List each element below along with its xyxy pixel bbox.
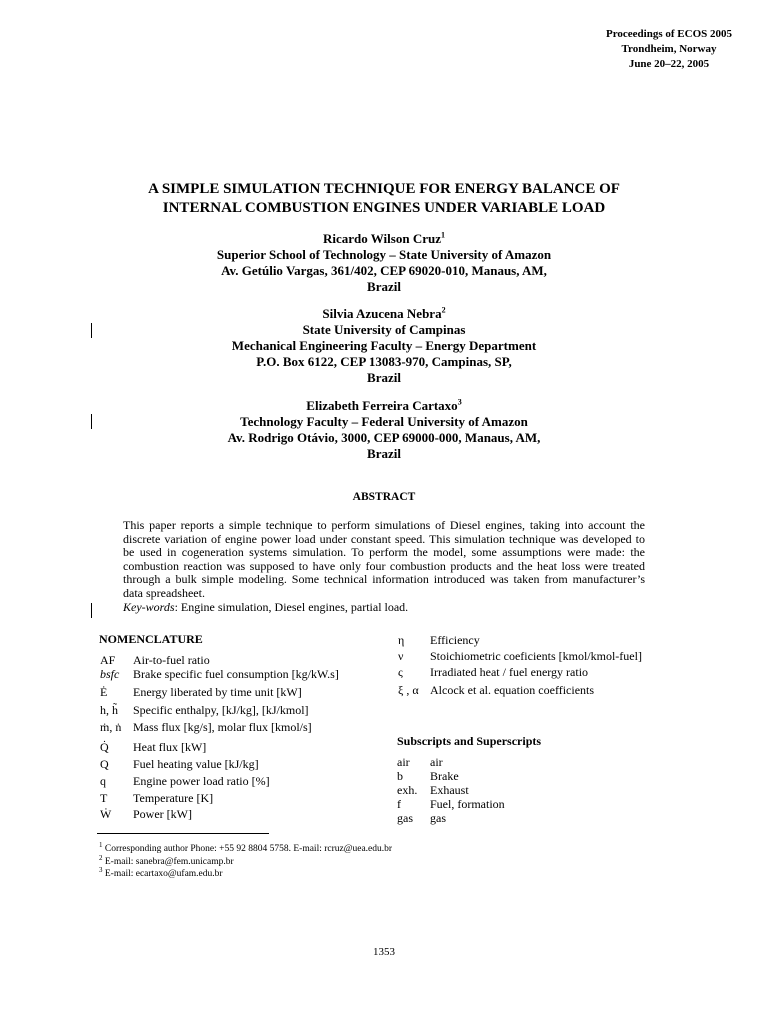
subscript-description: Fuel, formation (430, 797, 505, 811)
nomenclature-row (100, 791, 400, 805)
nomenclature-description: Brake specific fuel consumption [kg/kW.s] (133, 667, 339, 681)
author-name: Elizabeth Ferreira Cartaxo$^3$ (306, 397, 462, 413)
revision-bar (91, 603, 92, 618)
author-block-2 (0, 306, 768, 386)
author-affiliation: Superior School of Technology – State University of Amazon (216, 247, 552, 262)
author-affiliation: Technology Faculty – Federal University of Amazon (240, 414, 528, 429)
nomenclature-symbol: q (100, 774, 106, 788)
proceedings-date: June 20–22, 2005 (628, 58, 710, 70)
author-name: Silvia Azucena Nebra$^2$ (322, 305, 446, 321)
footnote-number: 2 (99, 854, 103, 862)
author-country: Brazil (367, 370, 401, 385)
subscript-description: Brake (430, 769, 459, 783)
greek-symbol-row (398, 649, 718, 663)
keywords-comma: , (344, 599, 348, 614)
proceedings-name: Proceedings of ECOS 2005 (606, 28, 732, 40)
nomenclature-description: Specific enthalpy, [kJ/kg], [kJ/kmol] (133, 703, 309, 717)
nomenclature-symbol: bsfc (100, 667, 120, 681)
nomenclature-description: Fuel heating value [kJ/kg] (133, 757, 259, 771)
revision-bar (91, 414, 92, 429)
footnote (99, 865, 223, 880)
nomenclature-row (100, 667, 400, 681)
greek-description: Alcock et al. equation coefficients (430, 683, 595, 697)
greek-description: Efficiency (430, 633, 480, 647)
nomenclature-symbol: Q (100, 757, 109, 771)
author-affiliation: State University of Campinas (302, 322, 466, 337)
paper-title (0, 180, 768, 218)
abstract-heading: ABSTRACT (352, 491, 416, 503)
nomenclature-description: Power [kW] (133, 807, 192, 821)
greek-symbol: ν (398, 649, 404, 663)
author-country: Brazil (367, 446, 401, 461)
greek-description: Stoichiometric coeficients [kmol/kmol-fuel] (430, 649, 642, 663)
nomenclature-description: Energy liberated by time unit [kW] (133, 685, 302, 699)
proceedings-header (606, 27, 732, 72)
keywords-text-1: : Engine simulation, Diesel engines (174, 599, 345, 614)
author-address: Av. Getúlio Vargas, 361/402, CEP 69020-010, Manaus, AM, (221, 263, 547, 278)
footnote-number: 3 (99, 866, 103, 874)
nomenclature-symbol: Ė (100, 685, 108, 699)
subscript-row (397, 783, 697, 797)
nomenclature-description: Air-to-fuel ratio (133, 653, 210, 667)
nomenclature-description: Heat flux [kW] (133, 740, 207, 754)
greek-symbol: η (398, 633, 405, 647)
author-affil-marker: 3 (457, 397, 462, 407)
nomenclature-description: Engine power load ratio [%] (133, 774, 270, 788)
greek-symbol: ς (398, 665, 403, 679)
subscript-row (397, 755, 697, 769)
footnote-text: E-mail: sanebra@fem.unicamp.br (104, 857, 234, 868)
nomenclature-row (100, 703, 400, 717)
greek-symbol-row (398, 633, 718, 647)
nomenclature-row (100, 807, 400, 821)
nomenclature-row (100, 653, 400, 667)
footnote-number: 1 (99, 841, 103, 849)
greek-symbol: ξ , α (398, 683, 419, 697)
author-affil-marker: 2 (441, 305, 446, 315)
footnote-text: E-mail: ecartaxo@ufam.edu.br (104, 869, 223, 880)
subscript-description: Exhaust (430, 783, 469, 797)
subscript-symbol: b (397, 769, 403, 783)
nomenclature-heading: NOMENCLATURE (99, 632, 203, 646)
subscript-symbol: exh. (397, 783, 418, 797)
greek-symbol-row (398, 665, 718, 679)
abstract-body (123, 519, 645, 614)
subscript-row (397, 797, 697, 811)
footnote-text: Corresponding author Phone: +55 92 8804 5758. E-mail: rcruz@uea.edu.br (104, 844, 393, 855)
author-address: P.O. Box 6122, CEP 13083-970, Campinas, SP, (256, 354, 512, 369)
greek-description: Irradiated heat / fuel energy ratio (430, 665, 589, 679)
subscript-symbol: gas (397, 811, 413, 825)
nomenclature-row (100, 685, 400, 699)
author-affil-marker: 1 (440, 230, 445, 240)
revision-bar (91, 323, 92, 338)
author-block-3 (0, 398, 768, 462)
author-department: Mechanical Engineering Faculty – Energy Department (231, 338, 537, 353)
keywords-text-2: partial load. (347, 599, 409, 614)
nomenclature-row (100, 757, 400, 771)
nomenclature-symbol: Ẇ (100, 807, 112, 821)
nomenclature-symbol: Q̇ (100, 740, 109, 754)
subscripts-heading: Subscripts and Superscripts (397, 734, 542, 748)
abstract-text: This paper reports a simple technique to perform simulations of Diesel engines, taking into account the discrete variation of engine power load under constant speed. This simulation technique was developed to be used in cogeneration systems simulation. To perform the model, some assumptions were made: the combustion reaction was supposed to have only four combustion products and the heat loss were treated through a bulk simple modeling. Some technical information introduced was taken from manufacturer’s data spreadsheet. (123, 518, 645, 600)
author-name: Ricardo Wilson Cruz$^1$ (323, 230, 445, 246)
nomenclature-symbol: ṁ, ṅ (100, 720, 122, 734)
subscript-description: gas (430, 811, 446, 825)
subscript-symbol: air (397, 755, 410, 769)
nomenclature-symbol: T (100, 791, 108, 805)
subscript-description: air (430, 755, 443, 769)
title-line-1: A SIMPLE SIMULATION TECHNIQUE FOR ENERGY BALANCE OF (148, 181, 620, 197)
proceedings-location: Trondheim, Norway (621, 43, 717, 55)
nomenclature-symbol: h, h̃ (100, 703, 118, 717)
footnote-separator (97, 833, 269, 834)
subscript-symbol: f (397, 797, 401, 811)
author-block-1 (0, 231, 768, 295)
title-line-2: INTERNAL COMBUSTION ENGINES UNDER VARIABLE LOAD (162, 200, 606, 216)
nomenclature-row (100, 774, 400, 788)
nomenclature-row (100, 720, 400, 734)
nomenclature-row (100, 740, 400, 754)
nomenclature-symbol: AF (100, 653, 116, 667)
author-address: Av. Rodrigo Otávio, 3000, CEP 69000-000, Manaus, AM, (227, 430, 541, 445)
nomenclature-description: Temperature [K] (133, 791, 214, 805)
subscript-row (397, 769, 697, 783)
author-country: Brazil (367, 279, 401, 294)
subscript-row (397, 811, 697, 825)
page-number: 1353 (373, 946, 395, 958)
nomenclature-description: Mass flux [kg/s], molar flux [kmol/s] (133, 720, 312, 734)
greek-symbol-row (398, 683, 718, 697)
keywords-label: Key-words (123, 599, 175, 614)
